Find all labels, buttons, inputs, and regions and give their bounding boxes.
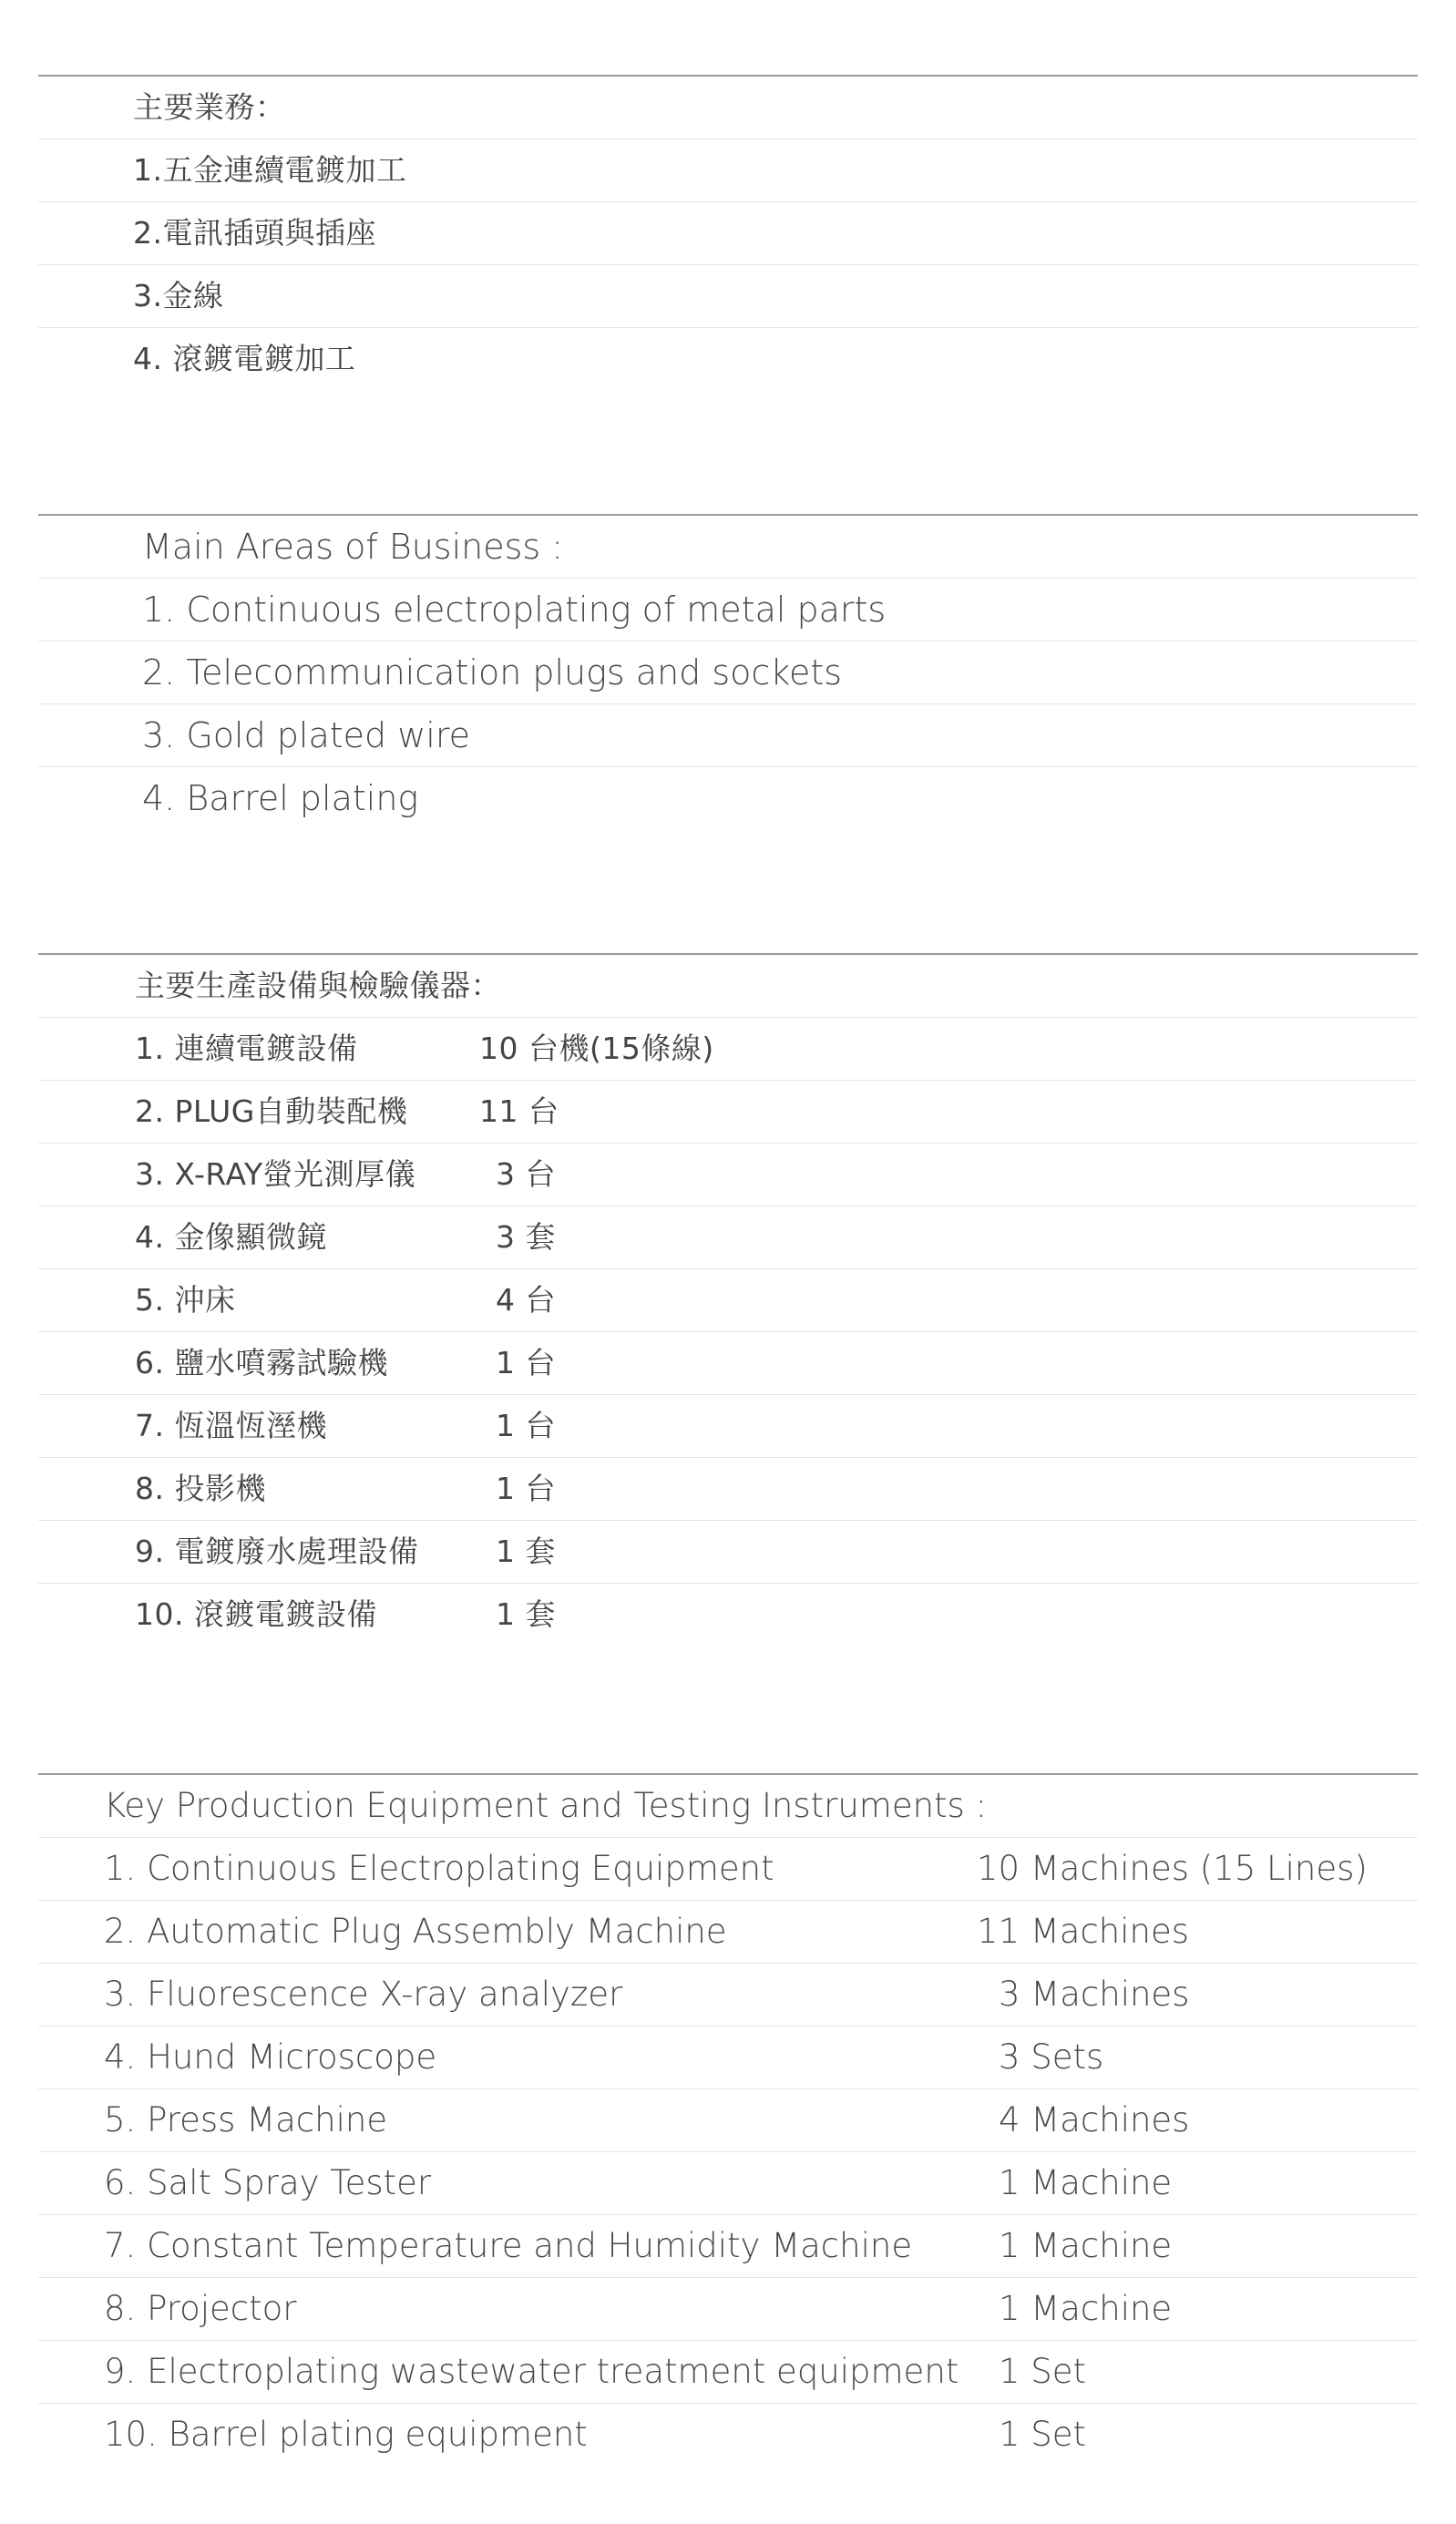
zh-equipment-name: 9. 電鍍廢水處理設備 [135, 1534, 419, 1569]
zh-equipment-qty: 1 台 [496, 1471, 556, 1506]
en-business-title: Main Areas of Business : [142, 527, 564, 567]
zh-equipment-qty: 3 台 [496, 1156, 556, 1192]
zh-business-title: 主要業務： [133, 89, 286, 125]
en-business-item: 1. Continuous electroplating of metal parts [142, 590, 887, 630]
list-item [38, 328, 1418, 390]
en-equipment-qty: 1 Machine [999, 2289, 1173, 2328]
en-equipment-qty: 3 Sets [999, 2037, 1104, 2077]
zh-equipment-qty: 1 套 [496, 1596, 556, 1632]
zh-equipment-name: 1. 連續電鍍設備 [135, 1031, 358, 1066]
table-row [38, 1395, 1418, 1458]
zh-business-item: 3.金線 [133, 278, 224, 313]
en-equipment-name: 3. Fluorescence X-ray analyzer [104, 1975, 623, 2014]
en-equipment-section [38, 1773, 1418, 2466]
en-equipment-qty: 3 Machines [999, 1975, 1190, 2014]
table-row [38, 1144, 1418, 1206]
zh-equipment-name: 5. 沖床 [135, 1282, 236, 1318]
list-item [38, 641, 1418, 704]
list-item [38, 202, 1418, 265]
zh-equipment-name: 8. 投影機 [135, 1471, 266, 1506]
en-business-item: 4. Barrel plating [142, 778, 419, 818]
en-equipment-qty: 11 Machines [977, 1912, 1190, 1951]
en-equipment-qty: 1 Machine [999, 2163, 1173, 2202]
zh-equipment-section [38, 953, 1418, 1646]
zh-equipment-qty: 3 套 [496, 1219, 556, 1255]
table-row [38, 1081, 1418, 1144]
zh-business-item: 1.五金連續電鍍加工 [133, 152, 407, 188]
zh-business-section [38, 75, 1418, 390]
zh-equipment-name: 3. X-RAY螢光測厚儀 [135, 1156, 416, 1192]
list-item [38, 265, 1418, 328]
table-row [38, 2341, 1418, 2404]
table-row [38, 1584, 1418, 1646]
list-item [38, 139, 1418, 202]
table-row [38, 2152, 1418, 2215]
table-row [38, 1838, 1418, 1901]
table-row [38, 1521, 1418, 1584]
en-business-section [38, 514, 1418, 829]
zh-equipment-qty: 4 台 [496, 1282, 556, 1318]
zh-business-item: 4. 滾鍍電鍍加工 [133, 341, 356, 376]
zh-equipment-qty: 1 台 [496, 1408, 556, 1443]
en-equipment-qty: 1 Machine [999, 2226, 1173, 2265]
en-equipment-name: 2. Automatic Plug Assembly Machine [104, 1912, 727, 1951]
en-business-item: 3. Gold plated wire [142, 715, 471, 755]
en-business-item: 2. Telecommunication plugs and sockets [142, 652, 843, 693]
table-row [38, 1458, 1418, 1521]
en-equipment-qty: 1 Set [999, 2415, 1087, 2454]
zh-equipment-qty: 1 台 [496, 1345, 556, 1380]
zh-business-item: 2.電訊插頭與插座 [133, 215, 376, 251]
table-row [38, 1964, 1418, 2026]
en-equipment-name: 1. Continuous Electroplating Equipment [104, 1849, 774, 1888]
en-equipment-name: 5. Press Machine [104, 2100, 388, 2139]
table-row [38, 2026, 1418, 2089]
en-equipment-title-row [38, 1775, 1418, 1838]
table-row [38, 1018, 1418, 1081]
zh-equipment-name: 10. 滾鍍電鍍設備 [135, 1596, 377, 1632]
zh-equipment-name: 4. 金像顯微鏡 [135, 1219, 327, 1255]
table-row [38, 2278, 1418, 2341]
zh-equipment-qty: 11 台 [479, 1093, 559, 1129]
en-equipment-qty: 1 Set [999, 2352, 1087, 2391]
en-equipment-qty: 4 Machines [999, 2100, 1190, 2139]
zh-equipment-qty: 10 台機(15條線) [479, 1031, 714, 1066]
zh-equipment-name: 6. 鹽水噴霧試驗機 [135, 1345, 388, 1380]
list-item [38, 767, 1418, 829]
list-item [38, 704, 1418, 767]
table-row [38, 1269, 1418, 1332]
en-equipment-name: 6. Salt Spray Tester [104, 2163, 432, 2202]
zh-equipment-title: 主要生產設備與檢驗儀器： [135, 968, 501, 1003]
en-equipment-title: Key Production Equipment and Testing Instruments : [104, 1786, 988, 1825]
zh-equipment-qty: 1 套 [496, 1534, 556, 1569]
en-equipment-qty: 10 Machines (15 Lines) [977, 1849, 1368, 1888]
en-business-title-row [38, 516, 1418, 579]
table-row [38, 1901, 1418, 1964]
en-equipment-name: 7. Constant Temperature and Humidity Machine [104, 2226, 913, 2265]
zh-equipment-title-row [38, 955, 1418, 1018]
en-equipment-name: 9. Electroplating wastewater treatment equipment [104, 2352, 959, 2391]
list-item [38, 579, 1418, 641]
en-equipment-name: 8. Projector [104, 2289, 297, 2328]
table-row [38, 1332, 1418, 1395]
table-row [38, 2089, 1418, 2152]
table-row [38, 2404, 1418, 2466]
en-equipment-name: 10. Barrel plating equipment [104, 2415, 588, 2454]
zh-equipment-name: 2. PLUG自動裝配機 [135, 1093, 408, 1129]
zh-equipment-name: 7. 恆溫恆溼機 [135, 1408, 327, 1443]
zh-business-title-row [38, 77, 1418, 139]
table-row [38, 1206, 1418, 1269]
table-row [38, 2215, 1418, 2278]
en-equipment-name: 4. Hund Microscope [104, 2037, 437, 2077]
